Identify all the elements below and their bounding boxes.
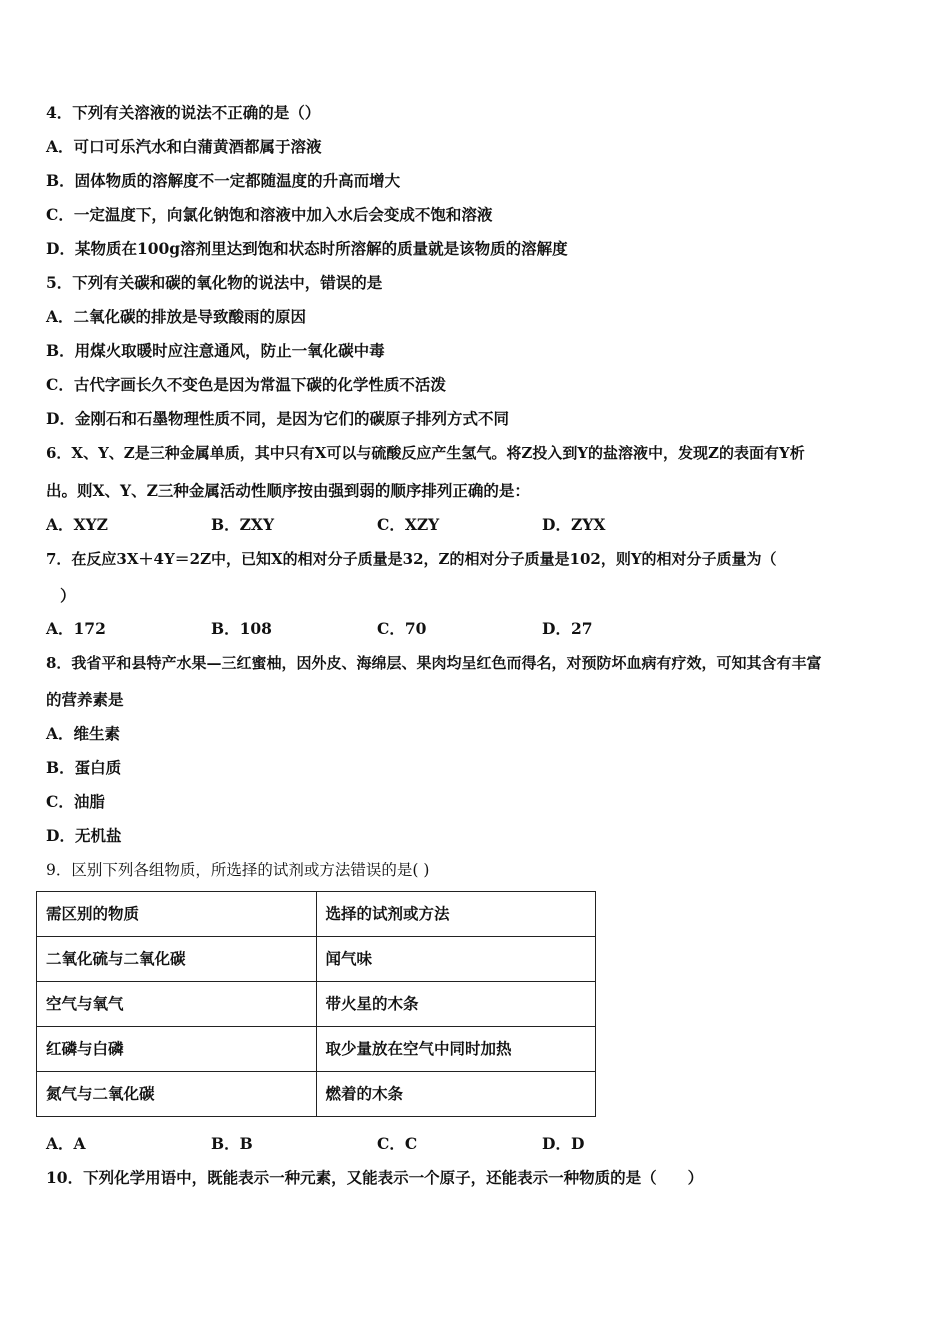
q9-table <box>36 891 596 1117</box>
q5-option-c: C．古代字画长久不变色是因为常温下碳的化学性质不活泼 <box>46 375 446 394</box>
q6-option-b: B．ZXY <box>211 515 275 534</box>
table-row <box>37 937 596 982</box>
q5-option-a: A．二氧化碳的排放是导致酸雨的原因 <box>46 307 307 326</box>
q6-option-c: C．XZY <box>377 515 440 534</box>
q7-option-c: C．70 <box>377 619 427 638</box>
q8-option-c: C．油脂 <box>46 792 105 811</box>
table-cell: 氮气与二氧化碳 <box>37 1072 317 1117</box>
q7-stem-line1: 7．在反应3X＋4Y＝2Z中，已知X的相对分子质量是32，Z的相对分子质量是102，则Y的相对分子质量为（ <box>46 550 777 568</box>
q7-option-a: A．172 <box>46 619 106 638</box>
q4-option-c: C．一定温度下，向氯化钠饱和溶液中加入水后会变成不饱和溶液 <box>46 205 493 224</box>
q7-option-d: D．27 <box>542 619 593 638</box>
q8-stem-line2: 的营养素是 <box>46 690 124 709</box>
table-cell: 燃着的木条 <box>316 1072 596 1117</box>
q9-stem: 9．区别下列各组物质，所选择的试剂或方法错误的是( ) <box>46 861 430 879</box>
q5-stem: 5．下列有关碳和碳的氧化物的说法中，错误的是 <box>46 273 383 292</box>
q8-option-d: D．无机盐 <box>46 826 122 845</box>
q5-option-d: D．金刚石和石墨物理性质不同，是因为它们的碳原子排列方式不同 <box>46 409 509 428</box>
q8-option-a: A．维生素 <box>46 724 121 743</box>
table-row <box>37 1072 596 1117</box>
table-cell: 二氧化硫与二氧化碳 <box>37 937 317 982</box>
q7-option-b: B．108 <box>211 619 272 638</box>
q9-option-c: C．C <box>377 1134 418 1153</box>
table-row <box>37 982 596 1027</box>
table-cell: 红磷与白磷 <box>37 1027 317 1072</box>
q9-option-b: B．B <box>211 1134 253 1153</box>
table-cell: 空气与氧气 <box>37 982 317 1027</box>
table-header-cell: 需区别的物质 <box>37 892 317 937</box>
q4-stem: 4．下列有关溶液的说法不正确的是（） <box>46 103 321 122</box>
q9-option-a: A．A <box>46 1134 86 1153</box>
q4-option-b: B．固体物质的溶解度不一定都随温度的升高而增大 <box>46 171 401 190</box>
q6-stem-line2: 出。则X、Y、Z三种金属活动性顺序按由强到弱的顺序排列正确的是： <box>46 481 530 500</box>
table-header-row <box>37 892 596 937</box>
table-row <box>37 1027 596 1072</box>
q7-stem-line2: ） <box>60 586 76 605</box>
table-cell: 取少量放在空气中同时加热 <box>316 1027 596 1072</box>
q6-option-a: A．XYZ <box>46 515 108 534</box>
q9-option-d: D．D <box>542 1134 585 1153</box>
q4-option-d: D．某物质在100g溶剂里达到饱和状态时所溶解的质量就是该物质的溶解度 <box>46 239 568 258</box>
table-cell: 带火星的木条 <box>316 982 596 1027</box>
q5-option-b: B．用煤火取暖时应注意通风，防止一氧化碳中毒 <box>46 341 385 360</box>
q6-stem-line1: 6．X、Y、Z是三种金属单质，其中只有X可以与硫酸反应产生氢气。将Z投入到Y的盐溶液中，发现Z的表面有Y析 <box>46 444 805 462</box>
q8-option-b: B．蛋白质 <box>46 758 122 777</box>
q6-option-d: D．ZYX <box>542 515 606 534</box>
table-cell: 闻气味 <box>316 937 596 982</box>
q8-stem-line1: 8．我省平和县特产水果—三红蜜柚，因外皮、海绵层、果肉均呈红色而得名，对预防坏血病有疗效，可知其含有丰富 <box>46 654 822 672</box>
table-header-cell: 选择的试剂或方法 <box>316 892 596 937</box>
q10-stem: 10．下列化学用语中，既能表示一种元素，又能表示一个原子，还能表示一种物质的是（ ） <box>46 1168 704 1187</box>
q4-option-a: A．可口可乐汽水和白蒲黄酒都属于溶液 <box>46 137 322 156</box>
